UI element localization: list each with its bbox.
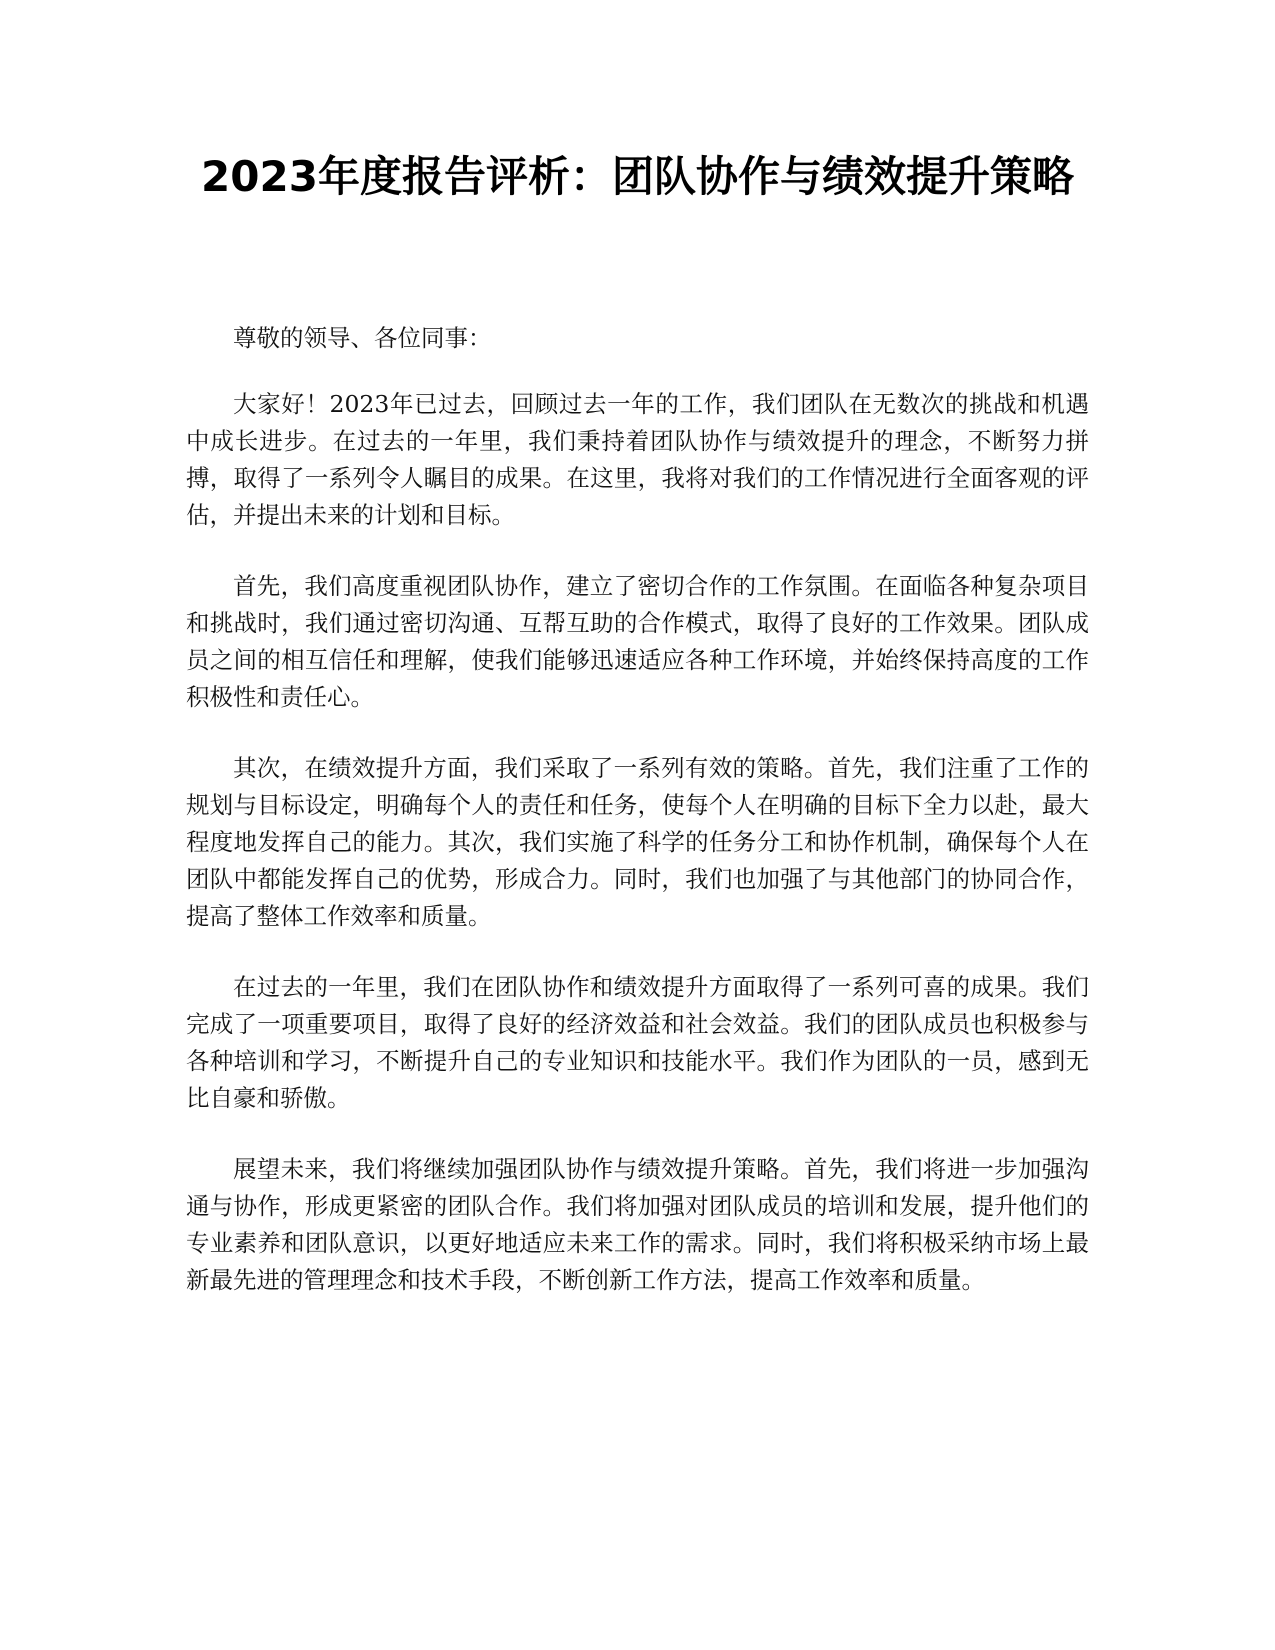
document-title: 2023年度报告评析：团队协作与绩效提升策略 <box>201 152 1074 201</box>
paragraph-performance: 其次，在绩效提升方面，我们采取了一系列有效的策略。首先，我们注重了工作的规划与目标设定，明确每个人的责任和任务，使每个人在明确的目标下全力以赴，最大程度地发挥自己的能力。其次，我们实施了科学的任务分工和协作机制，确保每个人在团队中都能发挥自己的优势，形成合力。同时，我们也加强了与其他部门的协同合作，提高了整体工作效率和质量。 <box>186 754 1089 930</box>
paragraph-greeting: 大家好！2023年已过去，回顾过去一年的工作，我们团队在无数次的挑战和机遇中成长进步。在过去的一年里，我们秉持着团队协作与绩效提升的理念，不断努力拼搏，取得了一系列令人瞩目的成果。在这里，我将对我们的工作情况进行全面客观的评估，并提出未来的计划和目标。 <box>186 390 1089 529</box>
paragraph-achievements: 在过去的一年里，我们在团队协作和绩效提升方面取得了一系列可喜的成果。我们完成了一项重要项目，取得了良好的经济效益和社会效益。我们的团队成员也积极参与各种培训和学习，不断提升自己的专业知识和技能水平。我们作为团队的一员，感到无比自豪和骄傲。 <box>186 973 1089 1112</box>
salutation: 尊敬的领导、各位同事： <box>233 324 492 352</box>
paragraph-teamwork: 首先，我们高度重视团队协作，建立了密切合作的工作氛围。在面临各种复杂项目和挑战时，我们通过密切沟通、互帮互助的合作模式，取得了良好的工作效果。团队成员之间的相互信任和理解，使我们能够迅速适应各种工作环境，并始终保持高度的工作积极性和责任心。 <box>186 572 1089 711</box>
document-body <box>186 320 1089 1333</box>
paragraph-outlook: 展望未来，我们将继续加强团队协作与绩效提升策略。首先，我们将进一步加强沟通与协作，形成更紧密的团队合作。我们将加强对团队成员的培训和发展，提升他们的专业素养和团队意识，以更好地适应未来工作的需求。同时，我们将积极采纳市场上最新最先进的管理理念和技术手段，不断创新工作方法，提高工作效率和质量。 <box>186 1155 1089 1294</box>
